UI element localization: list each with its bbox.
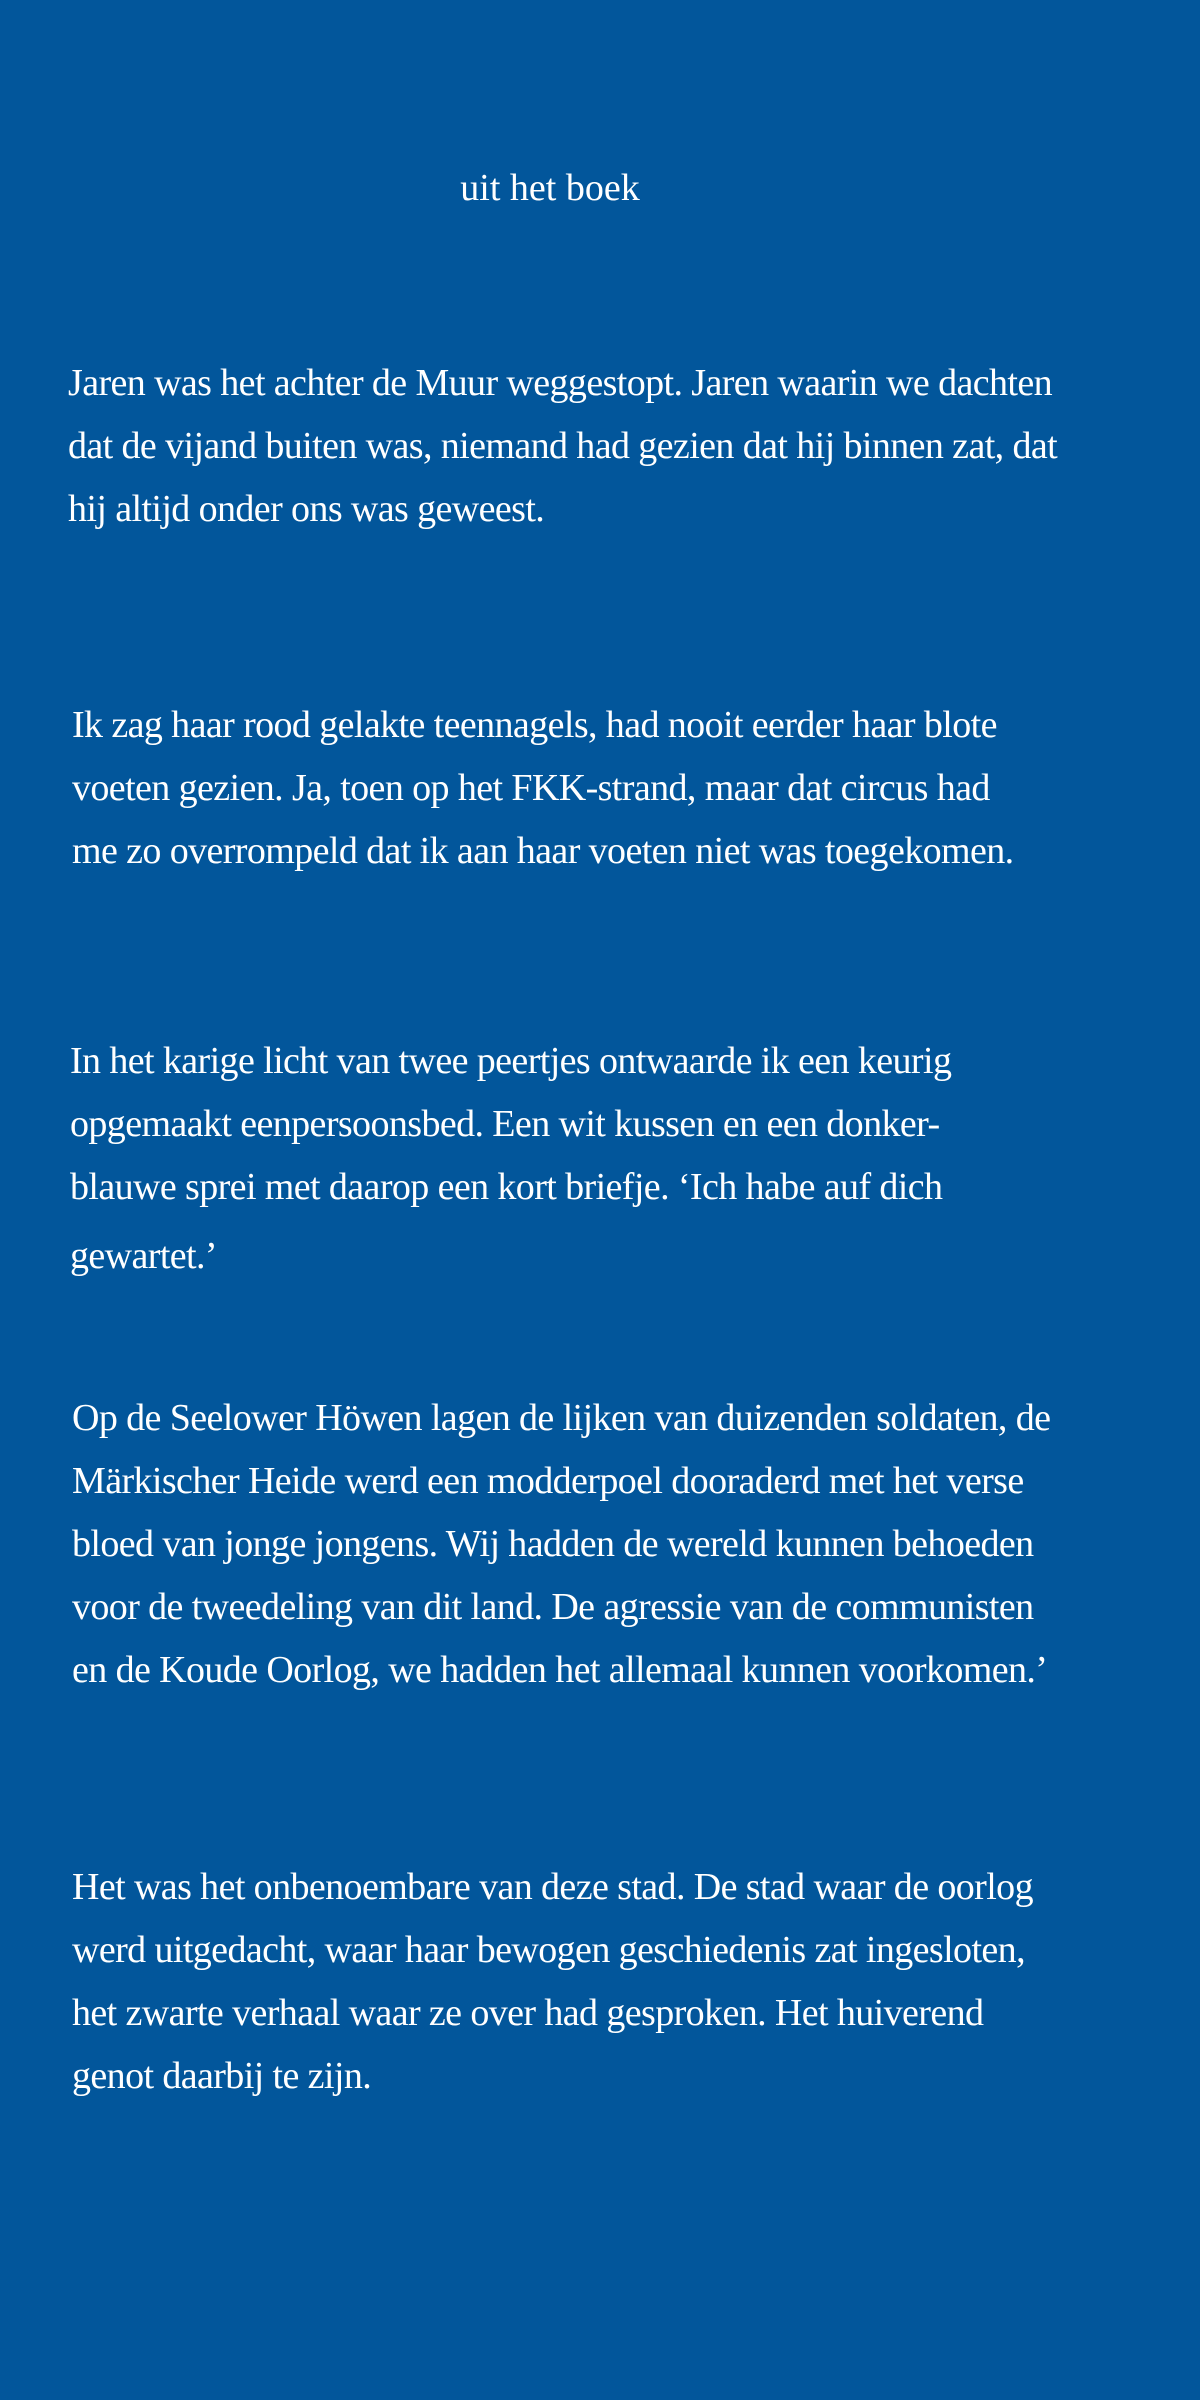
paragraph-line: hij altijd onder ons was geweest.: [68, 488, 545, 530]
page-heading: uit het boek: [460, 167, 640, 209]
excerpt-paragraph-3: [70, 1030, 951, 1288]
paragraph-line: dat de vijand buiten was, niemand had gezien dat hij binnen zat, dat: [68, 425, 1058, 467]
paragraph-line: Märkischer Heide werd een modderpoel dooraderd met het verse: [72, 1460, 1024, 1502]
paragraph-line: me zo overrompeld dat ik aan haar voeten niet was toegekomen.: [72, 830, 1014, 872]
excerpt-paragraph-5: [72, 1856, 1033, 2108]
paragraph-line: voor de tweedeling van dit land. De agressie van de communisten: [72, 1586, 1034, 1628]
paragraph-line: blauwe sprei met daarop een kort briefje. ‘Ich habe auf dich: [70, 1166, 943, 1208]
paragraph-line: Het was het onbenoembare van deze stad. De stad waar de oorlog: [72, 1866, 1033, 1908]
paragraph-line: en de Koude Oorlog, we hadden het allemaal kunnen voorkomen.’: [72, 1649, 1048, 1691]
paragraph-line: Op de Seelower Höwen lagen de lijken van duizenden soldaten, de: [72, 1397, 1051, 1439]
paragraph-line: gewartet.’: [70, 1235, 217, 1277]
paragraph-line: bloed van jonge jongens. Wij hadden de wereld kunnen behoeden: [72, 1523, 1034, 1565]
excerpt-paragraph-4: [72, 1387, 1050, 1702]
paragraph-line: voeten gezien. Ja, toen op het FKK-strand, maar dat circus had: [72, 767, 990, 809]
paragraph-line: Ik zag haar rood gelakte teennagels, had nooit eerder haar blote: [72, 704, 997, 746]
paragraph-line: Jaren was het achter de Muur weggestopt. Jaren waarin we dachten: [68, 362, 1053, 404]
excerpt-paragraph-1: [68, 352, 1057, 541]
paragraph-line: opgemaakt eenpersoonsbed. Een wit kussen en een donker-: [70, 1103, 940, 1145]
paragraph-line: genot daarbij te zijn.: [72, 2055, 372, 2097]
paragraph-line: het zwarte verhaal waar ze over had gesproken. Het huiverend: [72, 1992, 984, 2034]
paragraph-line: In het karige licht van twee peertjes ontwaarde ik een keurig: [70, 1040, 952, 1082]
paragraph-line: werd uitgedacht, waar haar bewogen geschiedenis zat ingesloten,: [72, 1929, 1025, 1971]
excerpt-paragraph-2: [72, 694, 1014, 883]
